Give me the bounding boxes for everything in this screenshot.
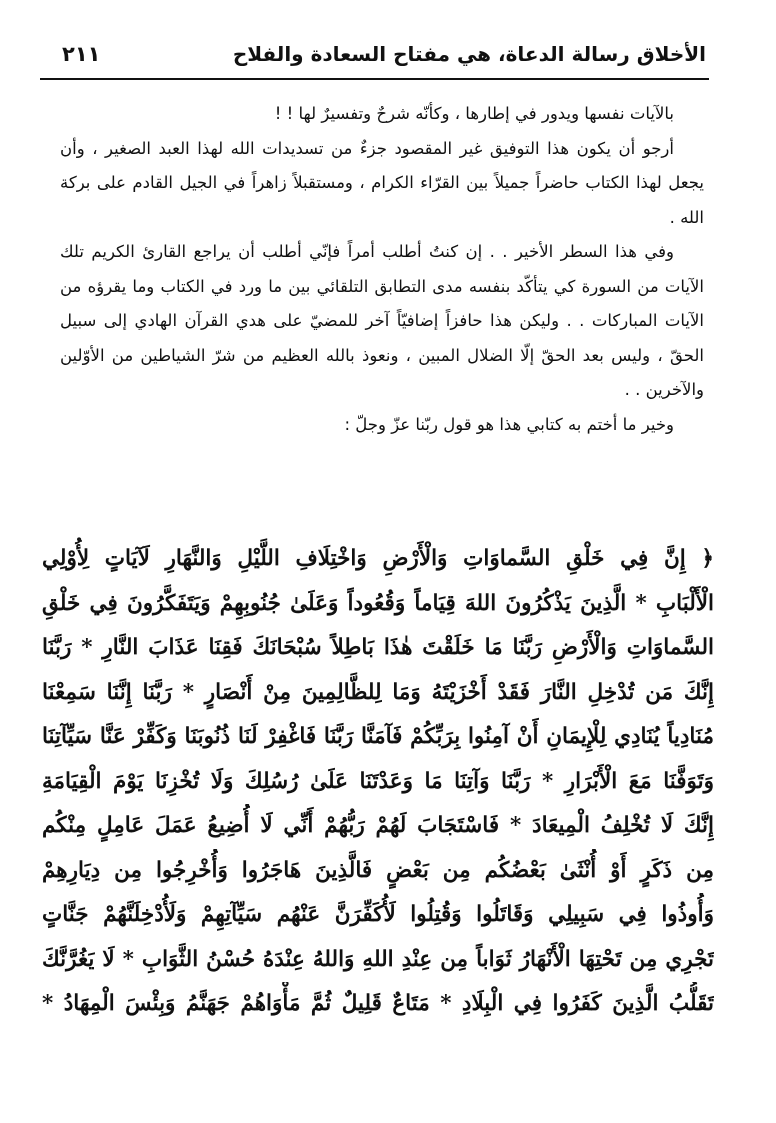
verse-line: إِنَّكَ مَن تُدْخِلِ النَّارَ فَقَدْ أَخْزَيْتَهُ وَمَا لِلظَّالِمِينَ مِنْ أَنْصَارٍ * رَبَّنَا إِنَّنَا سَمِعْنَا [42, 679, 714, 705]
paragraph: بالآيات نفسها ويدور في إطارها ، وكأنّه شرحٌ وتفسيرٌ لها ! ! [274, 104, 674, 123]
verse-line: السَّماوَاتِ وَالْأَرْضِ رَبَّنَا مَا خَلَقْتَ هٰذَا بَاطِلاً سُبْحَانَكَ فَقِنَا عَذَابَ النَّارِ * رَبَّنَا [42, 635, 714, 660]
verse-line: مِن ذَكَرٍ أَوْ أُنْثَىٰ بَعْضُكُم مِن بَعْضٍ فَالَّذِينَ هَاجَرُوا وَأُخْرِجُوا مِن دِيَارِهِمْ [42, 857, 714, 883]
verse-line: الْأَلْبَابِ * الَّذِينَ يَذْكُرُونَ اللهَ قِيَاماً وَقُعُوداً وَعَلَىٰ جُنُوبِهِمْ وَيَتَفَكَّرُونَ فِي خَلْقِ [42, 590, 714, 616]
body-text [60, 97, 704, 442]
verse-line: وَأُوذُوا فِي سَبِيلِي وَقَاتَلُوا وَقُتِلُوا لَأُكَفِّرَنَّ عَنْهُم سَيِّآتِهِمْ وَلَأُدْخِلَنَّهُمْ جَنَّاتٍ [42, 902, 714, 927]
verse-line: مُنَادِياً يُنَادِي لِلْإِيمَانِ أَنْ آمِنُوا بِرَبِّكُمْ فَآمَنَّا رَبَّنَا فَاغْفِرْ لَنَا ذُنُوبَنَا وَكَفِّرْ عَنَّا سَيِّآتِنَا [42, 724, 714, 749]
running-title: الأخلاق رسالة الدعاة، هي مفتاح السعادة والفلاح [232, 42, 706, 66]
verse-line: إِنَّكَ لَا تُخْلِفُ الْمِيعَادَ * فَاسْتَجَابَ لَهُمْ رَبُّهُمْ أَنِّي لَا أُضِيعُ عَمَلَ عَامِلٍ مِنْكُم [42, 813, 714, 838]
verse-line: ﴿ إِنَّ فِي خَلْقِ السَّماوَاتِ وَالْأَرْضِ وَاخْتِلَافِ اللَّيْلِ وَالنَّهَارِ لَآيَاتٍ لِأُوْلِي [42, 546, 714, 571]
paragraph: وفي هذا السطر الأخير . . إن كنتُ أطلب أمراً فإنّي أطلب أن يراجع القارئ الكريم تلك الآيات من السورة كي يتأكّد بنفسه مدى التطابق التلقائي بين ما ورد في الكتاب وما يقرؤه من الآيات المباركات . . وليكن هذا حافزاً إضافيّاً آخر للمضيّ على هدي القرآن الهادي إلى سبيل الحقّ ، وليس بعد الحقّ إلّا الضلال المبين ، ونعوذ بالله العظيم من شرّ الشياطين من الأوّلين والآخرين . . [60, 242, 704, 399]
paragraph: وخير ما أختم به كتابي هذا هو قول ربّنا عزّ وجلّ : [344, 414, 674, 434]
page-number: ٢١١ [62, 42, 101, 66]
paragraph: أرجو أن يكون هذا التوفيق غير المقصود جزءٌ من تسديدات الله لهذا العبد الصغير ، وأن يجعل لهذا الكتاب حاضراً جميلاً بين القرّاء الكرام ، ومستقبلاً زاهراً في الجيل القادم على بركة الله . [60, 138, 704, 227]
verse-line: تَجْرِي مِن تَحْتِهَا الْأَنْهَارُ ثَوَاباً مِن عِنْدِ اللهِ وَاللهُ عِنْدَهُ حُسْنُ الثَّوَابِ * لَا يَغُرَّنَّكَ [42, 946, 714, 972]
verse-line: وَتَوَفَّنَا مَعَ الْأَبْرَارِ * رَبَّنَا وَآتِنَا مَا وَعَدْتَنَا عَلَىٰ رُسُلِكَ وَلَا تُخْزِنَا يَوْمَ الْقِيَامَةِ [42, 768, 714, 794]
quran-verses [42, 537, 714, 1027]
verse-line: تَقَلُّبُ الَّذِينَ كَفَرُوا فِي الْبِلَادِ * مَتَاعٌ قَلِيلٌ ثُمَّ مَأْوَاهُمْ جَهَنَّمُ وَبِئْسَ الْمِهَادُ * [42, 991, 714, 1016]
header-rule [40, 78, 709, 80]
